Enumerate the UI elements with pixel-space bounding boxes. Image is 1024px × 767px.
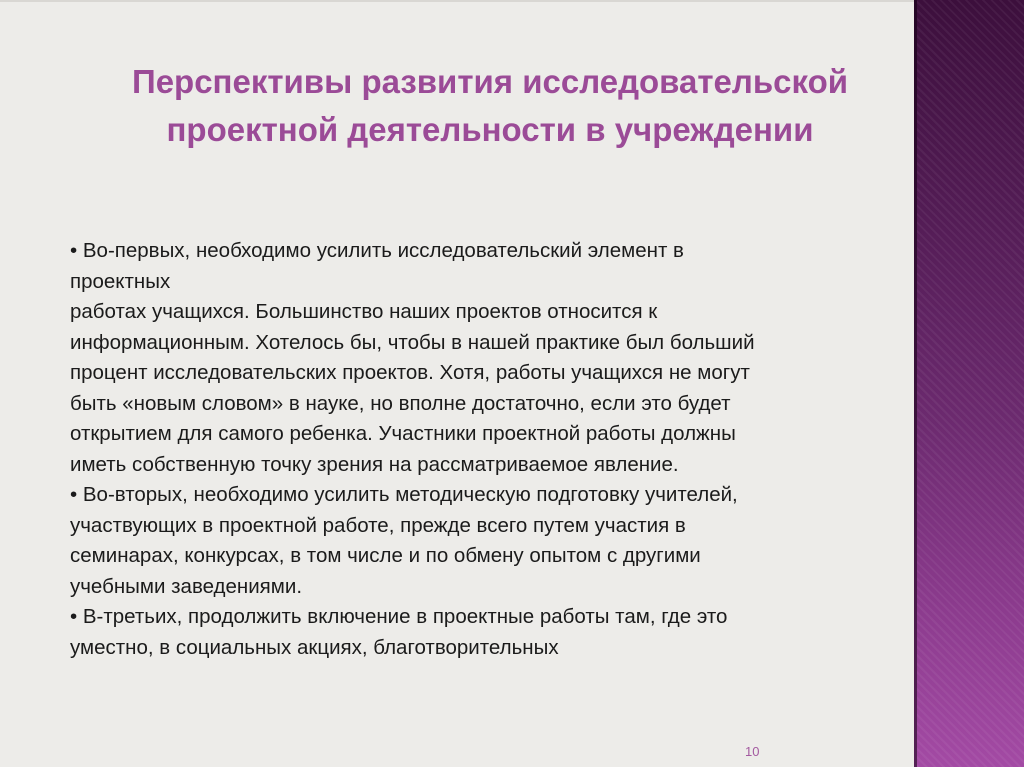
- page-number: 10: [745, 744, 760, 759]
- body-line: семинарах, конкурсах, в том числе и по обмену опытом с другими: [70, 544, 701, 567]
- slide-body: [70, 236, 950, 663]
- body-line: процент исследовательских проектов. Хотя, работы учащихся не могут: [70, 361, 750, 384]
- body-line: открытием для самого ребенка. Участники проектной работы должны: [70, 422, 736, 445]
- body-line: уместно, в социальных акциях, благотворительных: [70, 635, 559, 659]
- slide-title: [60, 58, 920, 154]
- body-line: работах учащихся. Большинство наших проектов относится к: [70, 300, 658, 323]
- body-line: иметь собственную точку зрения на рассматриваемое явление.: [70, 452, 679, 476]
- body-line: • Во-вторых, необходимо усилить методическую подготовку учителей,: [70, 483, 738, 506]
- body-line: • Во-первых, необходимо усилить исследовательский элемент в: [70, 239, 684, 262]
- body-line: учебными заведениями.: [70, 574, 303, 598]
- body-line: информационным. Хотелось бы, чтобы в нашей практике был больший: [70, 330, 755, 354]
- body-line: • В-третьих, продолжить включение в проектные работы там, где это: [70, 605, 728, 628]
- body-line: участвующих в проектной работе, прежде всего путем участия в: [70, 513, 686, 537]
- top-divider: [0, 0, 1024, 2]
- slide-title-line: Перспективы развития исследовательской: [131, 63, 849, 100]
- slide-title-line: проектной деятельности в учреждении: [166, 111, 814, 148]
- body-line: быть «новым словом» в науке, но вполне достаточно, если это будет: [70, 391, 731, 415]
- body-line: проектных: [70, 269, 171, 293]
